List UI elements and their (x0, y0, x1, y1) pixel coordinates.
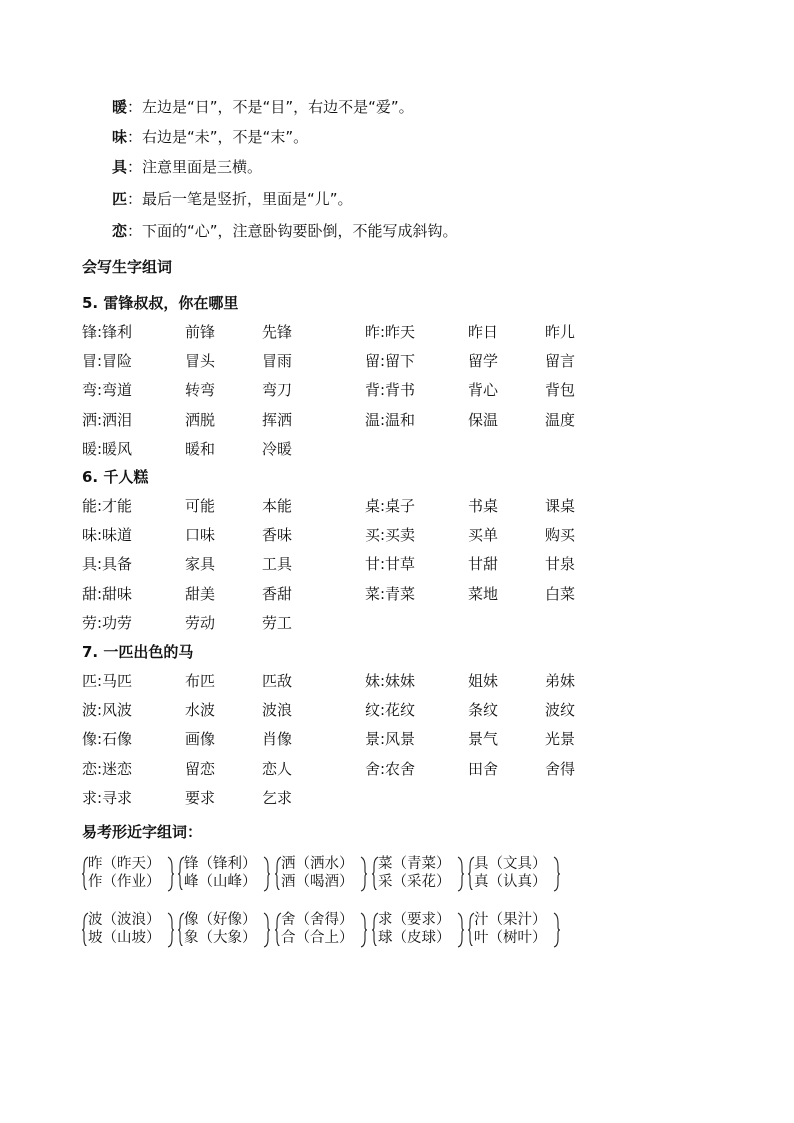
similar-char-word: 作（作业） (88, 874, 161, 890)
word-entry: 可能 (185, 497, 216, 515)
word-entry: 香味 (262, 526, 293, 545)
word-entry: 背包 (545, 381, 576, 400)
similar-char-word: 具（文具） (474, 856, 547, 872)
similar-char-word: 锋（锋利） (184, 856, 257, 872)
word-entry: 冷暖 (262, 439, 293, 458)
similar-char-word: 峰（山峰） (184, 874, 257, 890)
word-entry: 波纹 (545, 701, 576, 720)
word-entry: 香甜 (262, 584, 293, 603)
word-entry: 背心 (468, 381, 499, 400)
word-entry: 恋人 (262, 759, 293, 778)
note-char: 暖 (112, 98, 128, 116)
similar-char-word: 合（合上） (281, 930, 354, 946)
similar-char-group (468, 912, 560, 948)
similar-char-group (82, 856, 174, 892)
word-entry: 劳工 (262, 613, 293, 632)
word-entry-head: 锋:锋利 (82, 323, 133, 341)
word-entry: 暖和 (185, 439, 216, 458)
word-entry-head: 留:留下 (365, 352, 416, 371)
word-entry-head: 桌:桌子 (365, 497, 416, 515)
similar-char-group (275, 856, 367, 892)
word-entry-head: 甜:甜味 (82, 584, 133, 603)
note-char: 匹 (112, 190, 128, 208)
word-entry: 课桌 (545, 497, 576, 515)
word-entry-head: 菜:青菜 (365, 584, 416, 603)
word-entry: 舍得 (545, 759, 576, 778)
word-entry: 弯刀 (262, 381, 293, 400)
word-entry: 要求 (185, 788, 216, 807)
word-entry: 温度 (545, 410, 576, 429)
word-entry: 留恋 (185, 759, 216, 778)
word-entry: 画像 (185, 730, 216, 749)
note-text: ：左边是“日”，不是“目”，右边不是“爱”。 (127, 98, 414, 116)
similar-char-word: 像（好像） (184, 912, 257, 928)
similar-char-word: 波（波浪） (88, 912, 161, 928)
word-entry-head: 像:石像 (82, 730, 133, 749)
similar-char-word: 舍（舍得） (281, 912, 354, 928)
right-brace-icon (552, 856, 560, 892)
word-entry-head: 恋:迷恋 (82, 759, 133, 778)
word-entry: 乞求 (262, 788, 293, 807)
right-brace-icon (456, 856, 464, 892)
word-entry: 光景 (545, 730, 576, 749)
word-entry: 姐妹 (468, 672, 499, 690)
right-brace-icon (456, 912, 464, 948)
word-entry: 购买 (545, 526, 576, 545)
word-entry-head: 具:具备 (82, 555, 133, 574)
similar-char-group (178, 856, 270, 892)
similar-char-group (178, 912, 270, 948)
word-entry: 工具 (262, 555, 293, 574)
word-entry: 匹敌 (262, 672, 293, 690)
word-entry-head: 舍:农舍 (365, 759, 416, 778)
word-entry-head: 暖:暖风 (82, 439, 133, 458)
similar-char-word: 坡（山坡） (88, 930, 161, 946)
similar-char-word: 真（认真） (474, 874, 547, 890)
word-entry: 书桌 (468, 497, 499, 515)
word-entry: 昨日 (468, 323, 499, 341)
note-item (112, 189, 353, 209)
lesson-title: 6. 千人糕 (82, 468, 149, 486)
word-entry: 条纹 (468, 701, 499, 720)
word-entry-head: 劳:功劳 (82, 613, 133, 632)
lesson-title: 5. 雷锋叔叔，你在哪里 (82, 294, 239, 312)
word-entry-head: 匹:马匹 (82, 672, 133, 690)
word-entry: 菜地 (468, 584, 499, 603)
note-item (112, 127, 308, 147)
word-entry-head: 味:味道 (82, 526, 133, 545)
right-brace-icon (359, 856, 367, 892)
word-entry-head: 买:买卖 (365, 526, 416, 545)
word-entry-head: 景:风景 (365, 730, 416, 749)
word-entry: 留言 (545, 352, 576, 371)
word-entry-head: 昨:昨天 (365, 323, 416, 341)
right-brace-icon (552, 912, 560, 948)
note-item (112, 221, 458, 241)
word-entry: 前锋 (185, 323, 216, 341)
note-text: ：右边是“未”，不是“末”。 (127, 128, 309, 146)
word-entry: 白菜 (545, 584, 576, 603)
word-entry: 洒脱 (185, 410, 216, 429)
word-entry: 家具 (185, 555, 216, 574)
word-entry: 昨儿 (545, 323, 576, 341)
right-brace-icon (262, 856, 270, 892)
word-entry: 先锋 (262, 323, 293, 341)
word-entry: 景气 (468, 730, 499, 749)
word-entry: 布匹 (185, 672, 216, 690)
note-char: 具 (112, 158, 128, 176)
word-entry-head: 妹:妹妹 (365, 672, 416, 690)
similar-char-word: 球（皮球） (378, 930, 451, 946)
word-entry-head: 冒:冒险 (82, 352, 133, 371)
similar-title: 易考形近字组词： (82, 823, 203, 841)
word-entry: 转弯 (185, 381, 216, 400)
right-brace-icon (262, 912, 270, 948)
similar-char-group (372, 856, 464, 892)
right-brace-icon (359, 912, 367, 948)
right-brace-icon (166, 856, 174, 892)
word-entry: 波浪 (262, 701, 293, 720)
word-entry-head: 背:背书 (365, 381, 416, 400)
word-entry: 保温 (468, 410, 499, 429)
similar-char-word: 求（要求） (378, 912, 451, 928)
similar-char-group (468, 856, 560, 892)
word-entry-head: 甘:甘草 (365, 555, 416, 574)
note-item (112, 97, 414, 117)
word-entry: 买单 (468, 526, 499, 545)
word-entry: 挥洒 (262, 410, 293, 429)
word-entry-head: 温:温和 (365, 410, 416, 429)
word-entry: 弟妹 (545, 672, 576, 690)
word-entry: 肖像 (262, 730, 293, 749)
word-entry: 冒头 (185, 352, 216, 371)
word-entry: 本能 (262, 497, 293, 515)
word-entry-head: 洒:洒泪 (82, 410, 133, 429)
lesson-title: 7. 一匹出色的马 (82, 643, 194, 661)
word-entry: 劳动 (185, 613, 216, 632)
similar-char-group (275, 912, 367, 948)
word-entry-head: 求:寻求 (82, 788, 133, 807)
similar-char-word: 汁（果汁） (474, 912, 547, 928)
similar-char-word: 昨（昨天） (88, 856, 161, 872)
similar-char-group (372, 912, 464, 948)
right-brace-icon (166, 912, 174, 948)
word-entry-head: 弯:弯道 (82, 381, 133, 400)
word-entry: 田舍 (468, 759, 499, 778)
similar-char-group (82, 912, 174, 948)
word-entry: 口味 (185, 526, 216, 545)
note-item (112, 157, 262, 177)
similar-char-word: 菜（青菜） (378, 856, 451, 872)
note-char: 恋 (112, 222, 128, 240)
word-entry: 甘泉 (545, 555, 576, 574)
note-text: ：最后一笔是竖折，里面是“儿”。 (127, 190, 353, 208)
similar-char-word: 采（采花） (378, 874, 451, 890)
word-entry: 冒雨 (262, 352, 293, 371)
note-text: ：下面的“心”，注意卧钩要卧倒，不能写成斜钩。 (127, 222, 458, 240)
similar-char-word: 象（大象） (184, 930, 257, 946)
word-entry: 水波 (185, 701, 216, 720)
note-text: ：注意里面是三横。 (127, 158, 263, 176)
word-entry-head: 纹:花纹 (365, 701, 416, 720)
note-char: 味 (112, 128, 128, 146)
similar-char-word: 叶（树叶） (474, 930, 547, 946)
word-entry: 甜美 (185, 584, 216, 603)
similar-char-word: 酒（喝酒） (281, 874, 354, 890)
word-entry: 甘甜 (468, 555, 499, 574)
section-title: 会写生字组词 (82, 258, 173, 276)
word-entry-head: 波:风波 (82, 701, 133, 720)
similar-char-word: 洒（洒水） (281, 856, 354, 872)
word-entry: 留学 (468, 352, 499, 371)
word-entry-head: 能:才能 (82, 497, 133, 515)
